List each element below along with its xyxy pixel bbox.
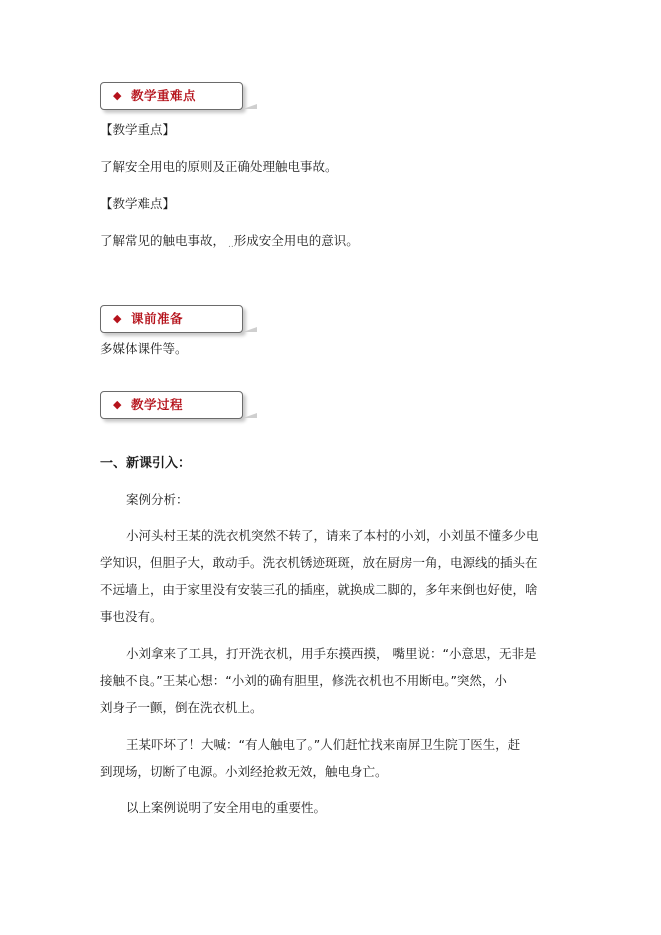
heading-title: 教学重难点 xyxy=(131,88,197,103)
paragraph-line: 王某吓坏了！大喊：“有人触电了。”人们赶忙找来南屏卫生院丁医生，赶 xyxy=(126,737,521,752)
paragraph-line: 小刘拿来了工具，打开洗衣机，用手东摸西摸， 嘴里说：“小意思，无非是 xyxy=(126,646,537,661)
diamond-icon: ◆ xyxy=(113,398,122,411)
paragraph-line: 刘身子一颤，倒在洗衣机上。 xyxy=(100,700,263,715)
heading-tail-decoration xyxy=(243,103,257,109)
heading-tail-decoration xyxy=(243,412,257,418)
paragraph-line: 到现场，切断了电源。小刘经抢救无效，触电身亡。 xyxy=(100,764,388,779)
paragraph-line: 不远墙上，由于家里没有安装三孔的插座，就换成二脚的，多年来倒也好使，啥 xyxy=(100,582,538,597)
paragraph-line: 事也没有。 xyxy=(100,609,163,624)
paragraph-line: 小河头村王某的洗衣机突然不转了，请来了本村的小刘，小刘虽不懂多少电 xyxy=(126,528,539,543)
case-label: 案例分析： xyxy=(126,492,189,507)
difficult-points-label: 【教学难点】 xyxy=(100,196,176,211)
key-points-text: 了解安全用电的原则及正确处理触电事故。 xyxy=(100,159,338,174)
heading-difficulties xyxy=(100,82,243,110)
diamond-icon: ◆ xyxy=(113,312,122,325)
preparation-text: 多媒体课件等。 xyxy=(100,341,188,356)
section-title-intro: 一、新课引入： xyxy=(100,456,192,471)
heading-process xyxy=(100,391,243,419)
heading-title: 教学过程 xyxy=(131,397,184,412)
key-points-label: 【教学重点】 xyxy=(100,122,176,137)
heading-preparation xyxy=(100,305,243,333)
difficult-points-text-a: 了解常见的触电事故， xyxy=(100,233,226,248)
diamond-icon: ◆ xyxy=(113,89,122,102)
difficult-points-text-b: 形成安全用电的意识。 xyxy=(233,233,359,248)
paragraph-line: 接触不良。”王某心想：“小刘的确有胆里，修洗衣机也不用断电。”突然，小 xyxy=(100,673,507,688)
difficult-points-mark: .. xyxy=(228,240,234,250)
heading-title: 课前准备 xyxy=(131,311,184,326)
paragraph-line: 学知识，但胆子大，敢动手。洗衣机锈迹斑斑，放在厨房一角，电源线的插头在 xyxy=(100,555,538,570)
paragraph-line: 以上案例说明了安全用电的重要性。 xyxy=(126,800,327,815)
heading-tail-decoration xyxy=(243,326,257,332)
difficult-points-text xyxy=(100,233,359,253)
